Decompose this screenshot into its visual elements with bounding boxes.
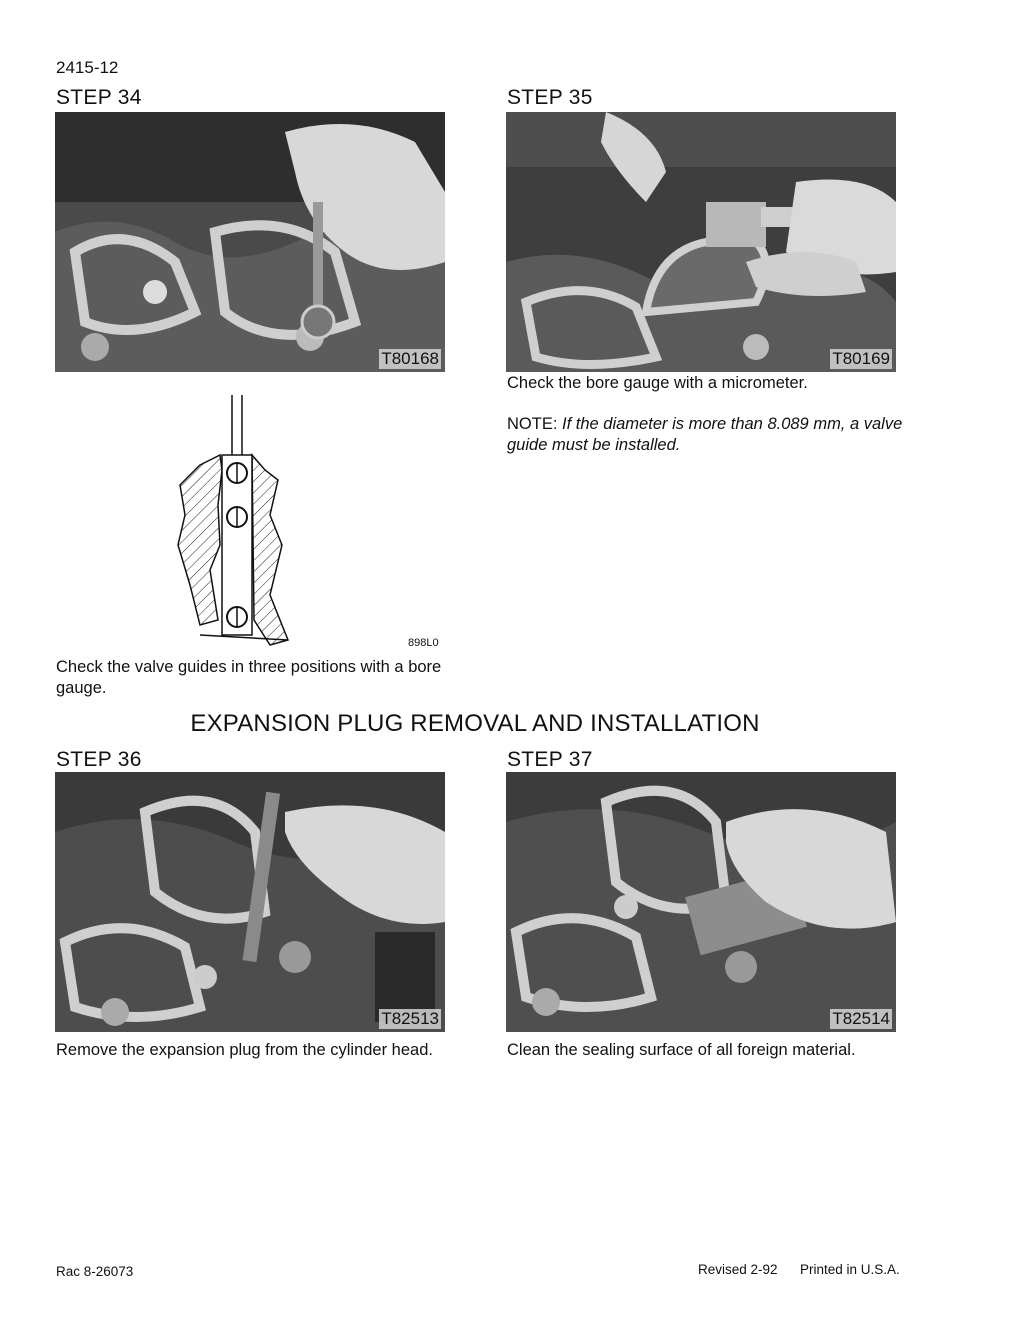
step-34-photo (55, 112, 445, 372)
footer-doc-number: Rac 8-26073 (56, 1264, 134, 1279)
step-36-photo-code: T82513 (381, 1009, 439, 1028)
footer-printed: Printed in U.S.A. (800, 1262, 900, 1277)
section-title: EXPANSION PLUG REMOVAL AND INSTALLATION (190, 710, 760, 737)
step-34-caption: Check the valve guides in three positions with a bore gauge. (56, 658, 442, 697)
step-37-photo (506, 772, 896, 1032)
page-number: 2415-12 (56, 58, 119, 77)
valve-guide-diagram (170, 395, 330, 660)
step-35-photo-code: T80169 (832, 349, 890, 368)
expansion-plug-removal-image (55, 772, 445, 1032)
bore-gauge-cross-section-drawing (170, 395, 330, 660)
note-label: NOTE: (507, 415, 558, 433)
step-34-photo-code: T80168 (381, 349, 439, 368)
step-37-photo-code: T82514 (832, 1009, 890, 1028)
diagram-code: 898L0 (408, 637, 439, 649)
footer-revised: Revised 2-92 (698, 1262, 778, 1277)
note-text: If the diameter is more than 8.089 mm, a valve guide must be installed. (507, 415, 903, 454)
step-36-caption: Remove the expansion plug from the cylinder head. (56, 1041, 433, 1059)
step-35-photo (506, 112, 896, 372)
step-35-label: STEP 35 (507, 86, 593, 109)
micrometer-check-image (506, 112, 896, 372)
step-37-label: STEP 37 (507, 748, 593, 771)
step-36-photo (55, 772, 445, 1032)
step-34-label: STEP 34 (56, 86, 142, 109)
step-35-caption: Check the bore gauge with a micrometer. (507, 374, 808, 392)
step-35-note (507, 414, 907, 456)
cylinder-head-bore-gauge-image (55, 112, 445, 372)
step-37-caption: Clean the sealing surface of all foreign material. (507, 1041, 856, 1059)
step-36-label: STEP 36 (56, 748, 142, 771)
sealing-surface-cleaning-image (506, 772, 896, 1032)
